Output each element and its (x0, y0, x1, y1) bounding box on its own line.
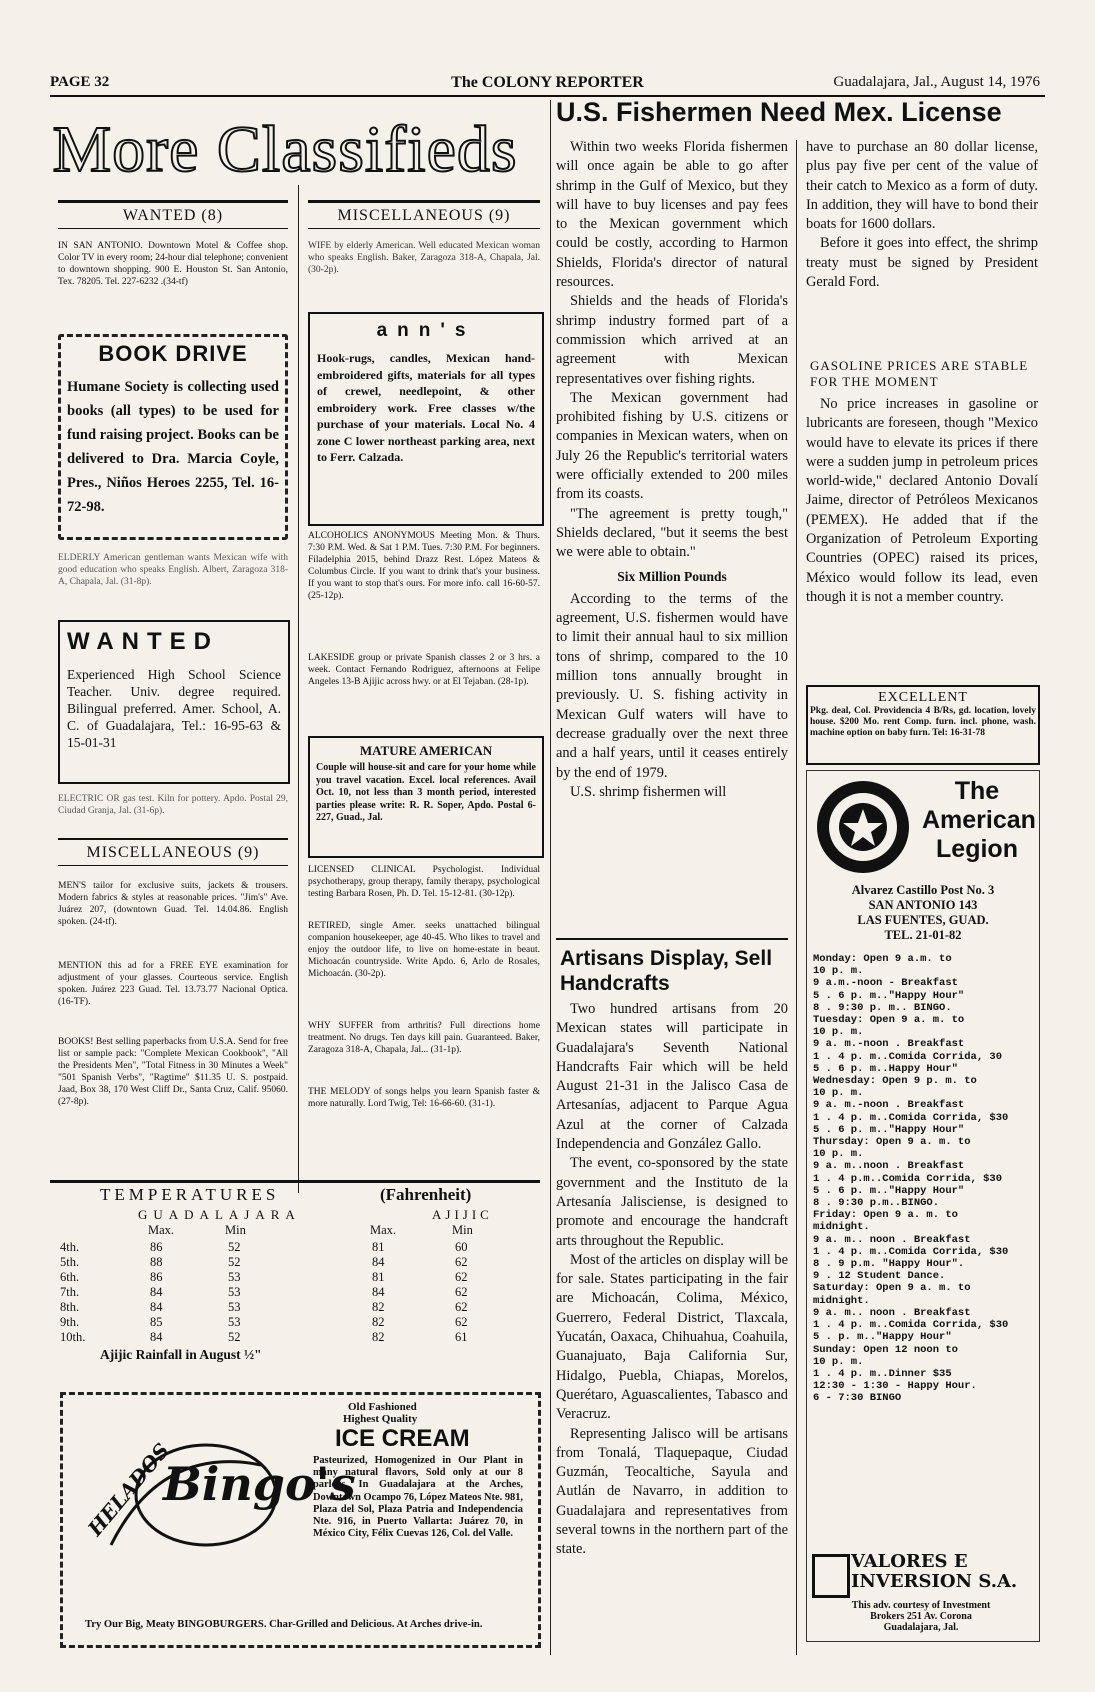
paragraph: Two hundred artisans from 20 Mexican states will participate in Guadalajara's Seventh National Handcrafts Fair which will be held August 21-31 in the Jalisco Casa de Artesanías, adjacent to Parque Agua Azul at the corner of Calzada Independencia and González Gallo. (556, 1001, 788, 1153)
column-rule (298, 185, 299, 1193)
excellent-title: EXCELLENT (878, 690, 968, 705)
temperature-cell: 82 (372, 1330, 385, 1344)
classifieds-title: More Classifieds (52, 113, 518, 186)
temperature-cell: 53 (228, 1285, 241, 1299)
temperature-cell: 5th. (60, 1255, 80, 1269)
legion-title-line: The (954, 777, 1000, 805)
schedule-line: 9 . 12 Student Dance. (813, 1270, 946, 1283)
highest-quality: Highest Quality (343, 1413, 418, 1425)
legion-contact (807, 883, 1039, 943)
temperatures-title: TEMPERATURES (100, 1185, 280, 1204)
legion-city: LAS FUENTES, GUAD. (857, 913, 989, 927)
newspaper-name: The COLONY REPORTER (451, 74, 644, 91)
schedule-line: midnight. (813, 1221, 870, 1234)
paragraph: Most of the articles on display will be for sale. States participating in the fair are Michoacán, Colima, México, Guerrero, Federal District, Tlaxcala, Yucatán, Oaxaca, Chihuahua, Coahuila, Guanajuato, Baja California Sur, Hidalgo, Puebla, Chiapas, Morelos, Querétaro, Aguascalientes, Tabasco and Veracruz. (556, 1251, 788, 1423)
legion-emblem-icon (813, 777, 913, 877)
schedule-line: Tuesday: Open 9 a. m. to (813, 1014, 965, 1027)
mature-text: Couple will house-sit and care for your home while you travel vacation. Excel. local references. Avail Oct. 10, not less than 3 month period, interested parties please write: R. R. Soper, Apdo. Postal 6-227, Guad., Jal. (316, 762, 536, 823)
temperature-cell: 62 (455, 1285, 468, 1299)
paragraph: No price increases in gasoline or lubricants are foreseen, though "Mexico would have to elevate its prices if there were a sudden jump in petroleum prices world-wide," declared Antonio Dovalí Jaime, director of Petróleos Mexicanos (PEMEX). He added that if the Organization of Petroleum Exporting Countries (OPEC) raised its prices, México would follow its lead, even though it is not a member country. (806, 396, 1038, 605)
paragraph: Before it goes into effect, the shrimp treaty must be signed by President Gerald Ford. (806, 235, 1038, 291)
paragraph: Shields and the heads of Florida's shrimp industry formed part of a commission which arrived at an agreement with Mexican representatives over fishing rights. (556, 293, 788, 387)
schedule-line: 9 a. m.-noon . Breakfast (813, 1099, 965, 1112)
temperature-cell: 62 (455, 1255, 468, 1269)
paragraph: "The agreement is pretty tough," Shields declared, "but it seems the best we were able to obtain." (556, 505, 788, 561)
ad-books: BOOKS! Best selling paperbacks from U.S.A. Send for free list or sample pack: "Complete Mexican Cookbook", "All the Presidents Men", "Total Fitness in 30 Minutes a Week" "501 Spanish Verbs", "Ragtime" $11.35 U. S. postpaid. Jaad, Box 38, 170 West Cliff Dr., Santa Cruz, Calif. 95060. (27-8p). (58, 1037, 288, 1107)
legion-post: Alvarez Castillo Post No. 3 (851, 883, 995, 897)
schedule-line: 10 p. m. (813, 1355, 864, 1368)
mature-american-ad (308, 736, 544, 858)
old-fashioned: Old Fashioned (348, 1401, 417, 1413)
paragraph: have to purchase an 80 dollar license, plus pay five per cent of the value of their catch to Mexico as a form of duty. In addition, they will have to bond their boats for 1600 dollars. (806, 139, 1038, 233)
schedule-line: 10 p. m. (813, 1148, 864, 1161)
ad-retired: RETIRED, single Amer. seeks unattached bilingual companion housekeeper, age 40-45. Who likes to travel and enjoy the outdoor life, to live on home-estate in beaut. Michoacán countryside. Write Apdo. 6, Arlo de Rosales, Michoacán. (30-2p). (308, 921, 540, 979)
temperature-row (60, 1300, 540, 1315)
ad-san-antonio: IN SAN ANTONIO. Downtown Motel & Coffee shop. Color TV in every room; 24-hour dial telephone; convenient to downtown shopping. 900 E. Houston St. San Antonio, Tex. 78205. Tel. 227-6232 .(34-tf) (58, 241, 288, 287)
schedule-line: 10 p. m. (813, 965, 864, 978)
american-legion-ad (806, 770, 1040, 1642)
schedule-line: 5 . 6 p. m.."Happy Hour" (813, 1184, 965, 1197)
paragraph: Within two weeks Florida fishermen will once again be able to go after shrimp in the Gulf of Mexico, but they will have to buy licenses and pay fees to the Mexican government which could be costly, according to Harmon Shields, Florida's director of natural resources. (556, 139, 788, 291)
temperature-cell: 6th. (60, 1270, 80, 1284)
legion-title-line: American (922, 806, 1036, 834)
article-fishermen-body (556, 138, 788, 802)
temperature-row (60, 1240, 540, 1255)
legion-address: SAN ANTONIO 143 (868, 898, 978, 912)
temperatures-unit: (Fahrenheit) (380, 1185, 472, 1204)
schedule-line: 12:30 - 1:30 - Happy Hour. (813, 1380, 977, 1393)
schedule-line: 9 a. m.. noon . Breakfast (813, 1306, 971, 1319)
column-rule (796, 140, 797, 1655)
column-rule (550, 100, 551, 1655)
temperature-row (60, 1255, 540, 1270)
wanted-section-header: WANTED (8) (58, 200, 288, 229)
schedule-line: Monday: Open 9 a.m. to (813, 953, 952, 965)
anns-ad (308, 312, 544, 526)
schedule-line: 9 a. m.-noon . Breakfast (813, 1038, 965, 1051)
temperature-cell: 53 (228, 1270, 241, 1284)
temperature-cell: 62 (455, 1270, 468, 1284)
schedule-line: 9 a. m..noon . Breakfast (813, 1160, 965, 1173)
excellent-ad (806, 685, 1040, 765)
temperature-cell: 4th. (60, 1240, 80, 1254)
helados-text: HELADOS (83, 1438, 174, 1541)
schedule-line: 8 . 9 p.m. "Happy Hour". (813, 1258, 965, 1271)
paragraph: The Mexican government had prohibited fishing by U.S. citizens or companies in Mexican waters, when on July 26 the Republic's territorial waters were officially extended to 200 miles from its coasts. (556, 389, 788, 503)
temperature-cell: 84 (150, 1300, 163, 1314)
ad-wife: WIFE by elderly American. Well educated Mexican woman who speaks English. Baker, Zaragoza 318-A, Chapala, Jal. (30-2p). (308, 241, 540, 275)
valores-text: This adv. courtesy of Investment Brokers 251 Av. Corona Guadalajara, Jal. (851, 1600, 991, 1633)
schedule-line: Wednesday: Open 9 p. m. to (813, 1075, 977, 1088)
schedule-line: Sunday: Open 12 noon to (813, 1343, 958, 1356)
legion-title (922, 777, 1036, 864)
legion-title-line: Legion (936, 835, 1018, 863)
schedule-line: 10 p. m. (813, 1087, 864, 1100)
article-artisans-body (556, 1000, 788, 1560)
temperature-cell: 81 (372, 1270, 385, 1284)
valores-logo-icon (812, 1554, 850, 1598)
min-label: Min (225, 1223, 246, 1237)
temperature-cell: 53 (228, 1315, 241, 1329)
temperature-row (60, 1285, 540, 1300)
paragraph: According to the terms of the agreement, U.S. fishermen would have to limit their annual haul to six million tons of shrimp, compared to the 10 million tons annually brought in previously. U. S. fishing activity in Mexican Gulf waters will have to decrease gradually over the next three and a half years, until it ceases entirely by the end of 1979. (556, 590, 788, 781)
bingos-ice-cream-ad (60, 1392, 541, 1648)
schedule-line: 1 . 4 p. m..Dinner $35 (813, 1367, 952, 1380)
anns-title: ann's (376, 320, 476, 341)
schedule-line: 9 a.m.-noon - Breakfast (813, 977, 958, 990)
schedule-line: 10 p. m. (813, 1026, 864, 1039)
bingoburgers-text: Try Our Big, Meaty BINGOBURGERS. Char-Grilled and Delicious. At Arches drive-in. (85, 1619, 483, 1630)
article-gasoline-body (806, 395, 1038, 607)
schedule-line: 1 . 4 p. m..Comida Corrida, $30 (813, 1319, 1009, 1332)
paragraph: Representing Jalisco will be artisans from Tonalá, Tlaquepaque, Ciudad Guzmán, Teocaltiche, Sayula and Autlán de Navarro, in addition to Guadalajara and representatives from several towns in the northern part of the state. (556, 1425, 788, 1558)
temperature-row (60, 1315, 540, 1330)
ad-mens-tailor: MEN'S tailor for exclusive suits, jackets & trousers. Modern fabrics & styles at reasonable prices. "Jim's" Ave. Juárez 207, (downtown Guad. Tel. 14.04.86. English spoken. (24-tf). (58, 881, 288, 927)
rainfall-note: Ajijic Rainfall in August ½" (100, 1347, 262, 1362)
temperature-cell: 84 (150, 1285, 163, 1299)
temperature-cell: 60 (455, 1240, 468, 1254)
schedule-line: 8 . 9:30 p.m..BINGO. (813, 1197, 940, 1210)
page-number: PAGE 32 (50, 74, 110, 90)
min-label: Min (452, 1223, 473, 1237)
temperature-cell: 52 (228, 1240, 241, 1254)
wanted-teacher-text: Experienced High School Science Teacher. Univ. degree required. Bilingual preferred. Amer. School, A. C. of Guadalajara, Tel.: 16-95-63 & 15-01-31 (67, 667, 281, 750)
max-label: Max. (148, 1223, 175, 1237)
book-drive-title: BOOK DRIVE (98, 341, 248, 366)
valores-ad (806, 1550, 1038, 1645)
temperature-cell: 10th. (60, 1330, 86, 1344)
dateline: Guadalajara, Jal., August 14, 1976 (833, 74, 1040, 90)
ad-alcoholics: ALCOHOLICS ANONYMOUS Meeting Mon. & Thurs. 7:30 P.M. Wed. & Sat 1 P.M. Tues. 7:30 P.M. For beginners. Filadelphia 2015, behind Drazz Rest. López Mateos & Columbus Circle. If you want to drink that's your business. If you want to stop that's ours. For more info. call 16-60-57. (25-12p). (308, 531, 540, 601)
city-ajijic: AJIJIC (432, 1207, 493, 1222)
article-fishermen-continued (806, 138, 1038, 292)
temperature-cell: 81 (372, 1240, 385, 1254)
schedule-line: 6 - 7:30 BINGO (813, 1392, 902, 1405)
ice-cream-text: Pasteurized, Homogenized in Our Plant in many natural flavors, Sold only at our 8 parlors. In Guadalajara at the Arches, Downtown Ocampo 76, López Mateos Nte. 981, Plaza del Sol, Plaza Patria and Independencia Nte. 916, in Puerto Vallarta: Juárez 70, in México City, Félix Cuevas 126, Col. del Valle. (313, 1455, 523, 1540)
misc-section-header: MISCELLANEOUS (9) (58, 838, 288, 866)
temperature-cell: 53 (228, 1300, 241, 1314)
valores-logo-text: VALORES E INVERSION S.A. (851, 1551, 1018, 1592)
bingos-script: Bingo's (163, 1457, 356, 1511)
wanted-teacher-ad (58, 620, 290, 784)
ad-lakeside: LAKESIDE group or private Spanish classes 2 or 3 hrs. a week. Contact Fernando Rodriguez, afternoons at Felipe Angeles 13-B Ajijic across hwy. or at El Tejaban. (28-1p). (308, 653, 540, 687)
temperature-cell: 61 (455, 1330, 468, 1344)
temperature-cell: 86 (150, 1240, 163, 1254)
temperature-cell: 84 (150, 1330, 163, 1344)
mature-title: MATURE AMERICAN (359, 743, 493, 758)
paragraph: U.S. shrimp fishermen will (570, 783, 727, 800)
ad-licensed: LICENSED CLINICAL Psychologist. Individual psychotherapy, group therapy, family therapy, psychological testing Barbara Rosen, Ph. D. Tel. 15-12-81. (30-12p). (308, 865, 540, 899)
legion-tel: TEL. 21-01-82 (884, 928, 962, 942)
max-label: Max. (370, 1223, 397, 1237)
legion-schedule (813, 953, 1035, 1405)
temperature-rows (60, 1240, 540, 1345)
temperature-cell: 85 (150, 1315, 163, 1329)
paragraph: The event, co-sponsored by the state government and the Instituto de la Artesanía Jalisciense, is designed to promote and encourage the handcraft arts throughout the Republic. (556, 1155, 788, 1249)
temperature-cell: 86 (150, 1270, 163, 1284)
wanted-teacher-title: WANTED (67, 628, 219, 655)
schedule-line: Thursday: Open 9 a. m. to (813, 1136, 971, 1149)
temperature-cell: 82 (372, 1315, 385, 1329)
temperatures-rule (50, 1180, 540, 1183)
ad-mention: MENTION this ad for a FREE EYE examination for adjustment of your glasses. Courteous service. English spoken. Juárez 223 Guad. Tel. 13.73.77 Nacional Optica. (16-TF). (58, 961, 288, 1007)
temperature-cell: 52 (228, 1330, 241, 1344)
article-fishermen-headline: U.S. Fishermen Need Mex. License (556, 97, 1002, 127)
temperature-cell: 52 (228, 1255, 241, 1269)
schedule-line: 5 . p. m.."Happy Hour" (813, 1331, 952, 1344)
excellent-text: Pkg. deal, Col. Providencia 4 B/Rs, gd. location, lovely house. $200 Mo. rent Comp. furn. incl. phone, wash. machine option on baby furn. Tel: 16-31-78 (810, 706, 1036, 738)
article-rule (556, 938, 788, 940)
book-drive-ad (58, 334, 288, 540)
temperature-row (60, 1330, 540, 1345)
schedule-line: 9 a. m.. noon . Breakfast (813, 1233, 971, 1246)
schedule-line: 5 . 6 p. m.."Happy Hour" (813, 989, 965, 1002)
schedule-line: 8 . 9:30 p. m.. BINGO. (813, 1001, 952, 1014)
schedule-line: Saturday: Open 9 a. m. to (813, 1282, 971, 1295)
anns-text: Hook-rugs, candles, Mexican hand-embroidered gifts, materials for all types of crewel, needlepoint, & other embroidery work. Free classes w/the purchase of your materials. Local No. 4 zone C lower northeast parking area, next to Ferr. Calzada. (317, 351, 535, 464)
temperature-cell: 8th. (60, 1300, 80, 1314)
ice-cream-title: ICE CREAM (335, 1425, 470, 1452)
temperature-cell: 82 (372, 1300, 385, 1314)
subhead-six-million: Six Million Pounds (617, 568, 727, 584)
ad-melody: THE MELODY of songs helps you learn Spanish faster & more naturally. Lord Twig, Tel: 16-66-60. (31-1). (308, 1087, 540, 1109)
temperature-cell: 62 (455, 1300, 468, 1314)
schedule-line: 1 . 4 p. m..Comida Corrida, $30 (813, 1245, 1009, 1258)
book-drive-text: Humane Society is collecting used books (all types) to be used for fund raising project. Books can be delivered to Dra. Marcia Coyle, Pres., Niños Heroes 2255, Tel. 16-72-98. (67, 379, 279, 515)
city-guadalajara: GUADALAJARA (138, 1207, 301, 1222)
ad-elderly: ELDERLY American gentleman wants Mexican wife with good education who speaks English. Albert, Zaragoza 318-A, Chapala, Jal. (31-8p). (58, 553, 288, 587)
temperature-row (60, 1270, 540, 1285)
temperature-cell: 7th. (60, 1285, 80, 1299)
temperature-cell: 84 (372, 1255, 385, 1269)
schedule-line: 1 . 4 p. m..Comida Corrida, 30 (813, 1050, 1003, 1063)
ad-electric: ELECTRIC OR gas test. Kiln for pottery. Apdo. Postal 29, Ciudad Granja, Jal. (31-6p). (58, 794, 288, 816)
schedule-line: 1 . 4 p.m..Comida Corrida, $30 (813, 1172, 1003, 1185)
schedule-line: 5 . 6 p. m.."Happy Hour" (813, 1123, 965, 1136)
schedule-line: midnight. (813, 1294, 870, 1307)
schedule-line: 5 . 6 p. m..Happy Hour" (813, 1062, 958, 1075)
misc-section-header: MISCELLANEOUS (9) (308, 200, 540, 229)
temperature-cell: 88 (150, 1255, 163, 1269)
ad-why-suffer: WHY SUFFER from arthritis? Full directions home treatment. No drugs. Ten days kill pain. Guaranteed. Baker, Zaragoza 318-A, Chapala, Jal... (31-1p). (308, 1021, 540, 1055)
temperature-cell: 62 (455, 1315, 468, 1329)
article-gasoline-headline: GASOLINE PRICES ARE STABLE FOR THE MOMENT (810, 358, 1029, 389)
temperature-cell: 84 (372, 1285, 385, 1299)
temperature-table (60, 1185, 540, 1365)
schedule-line: Friday: Open 9 a. m. to (813, 1209, 958, 1222)
article-artisans-headline: Artisans Display, Sell Handcrafts (560, 947, 773, 995)
temperature-cell: 9th. (60, 1315, 80, 1329)
schedule-line: 1 . 4 p. m..Comida Corrida, $30 (813, 1111, 1009, 1124)
